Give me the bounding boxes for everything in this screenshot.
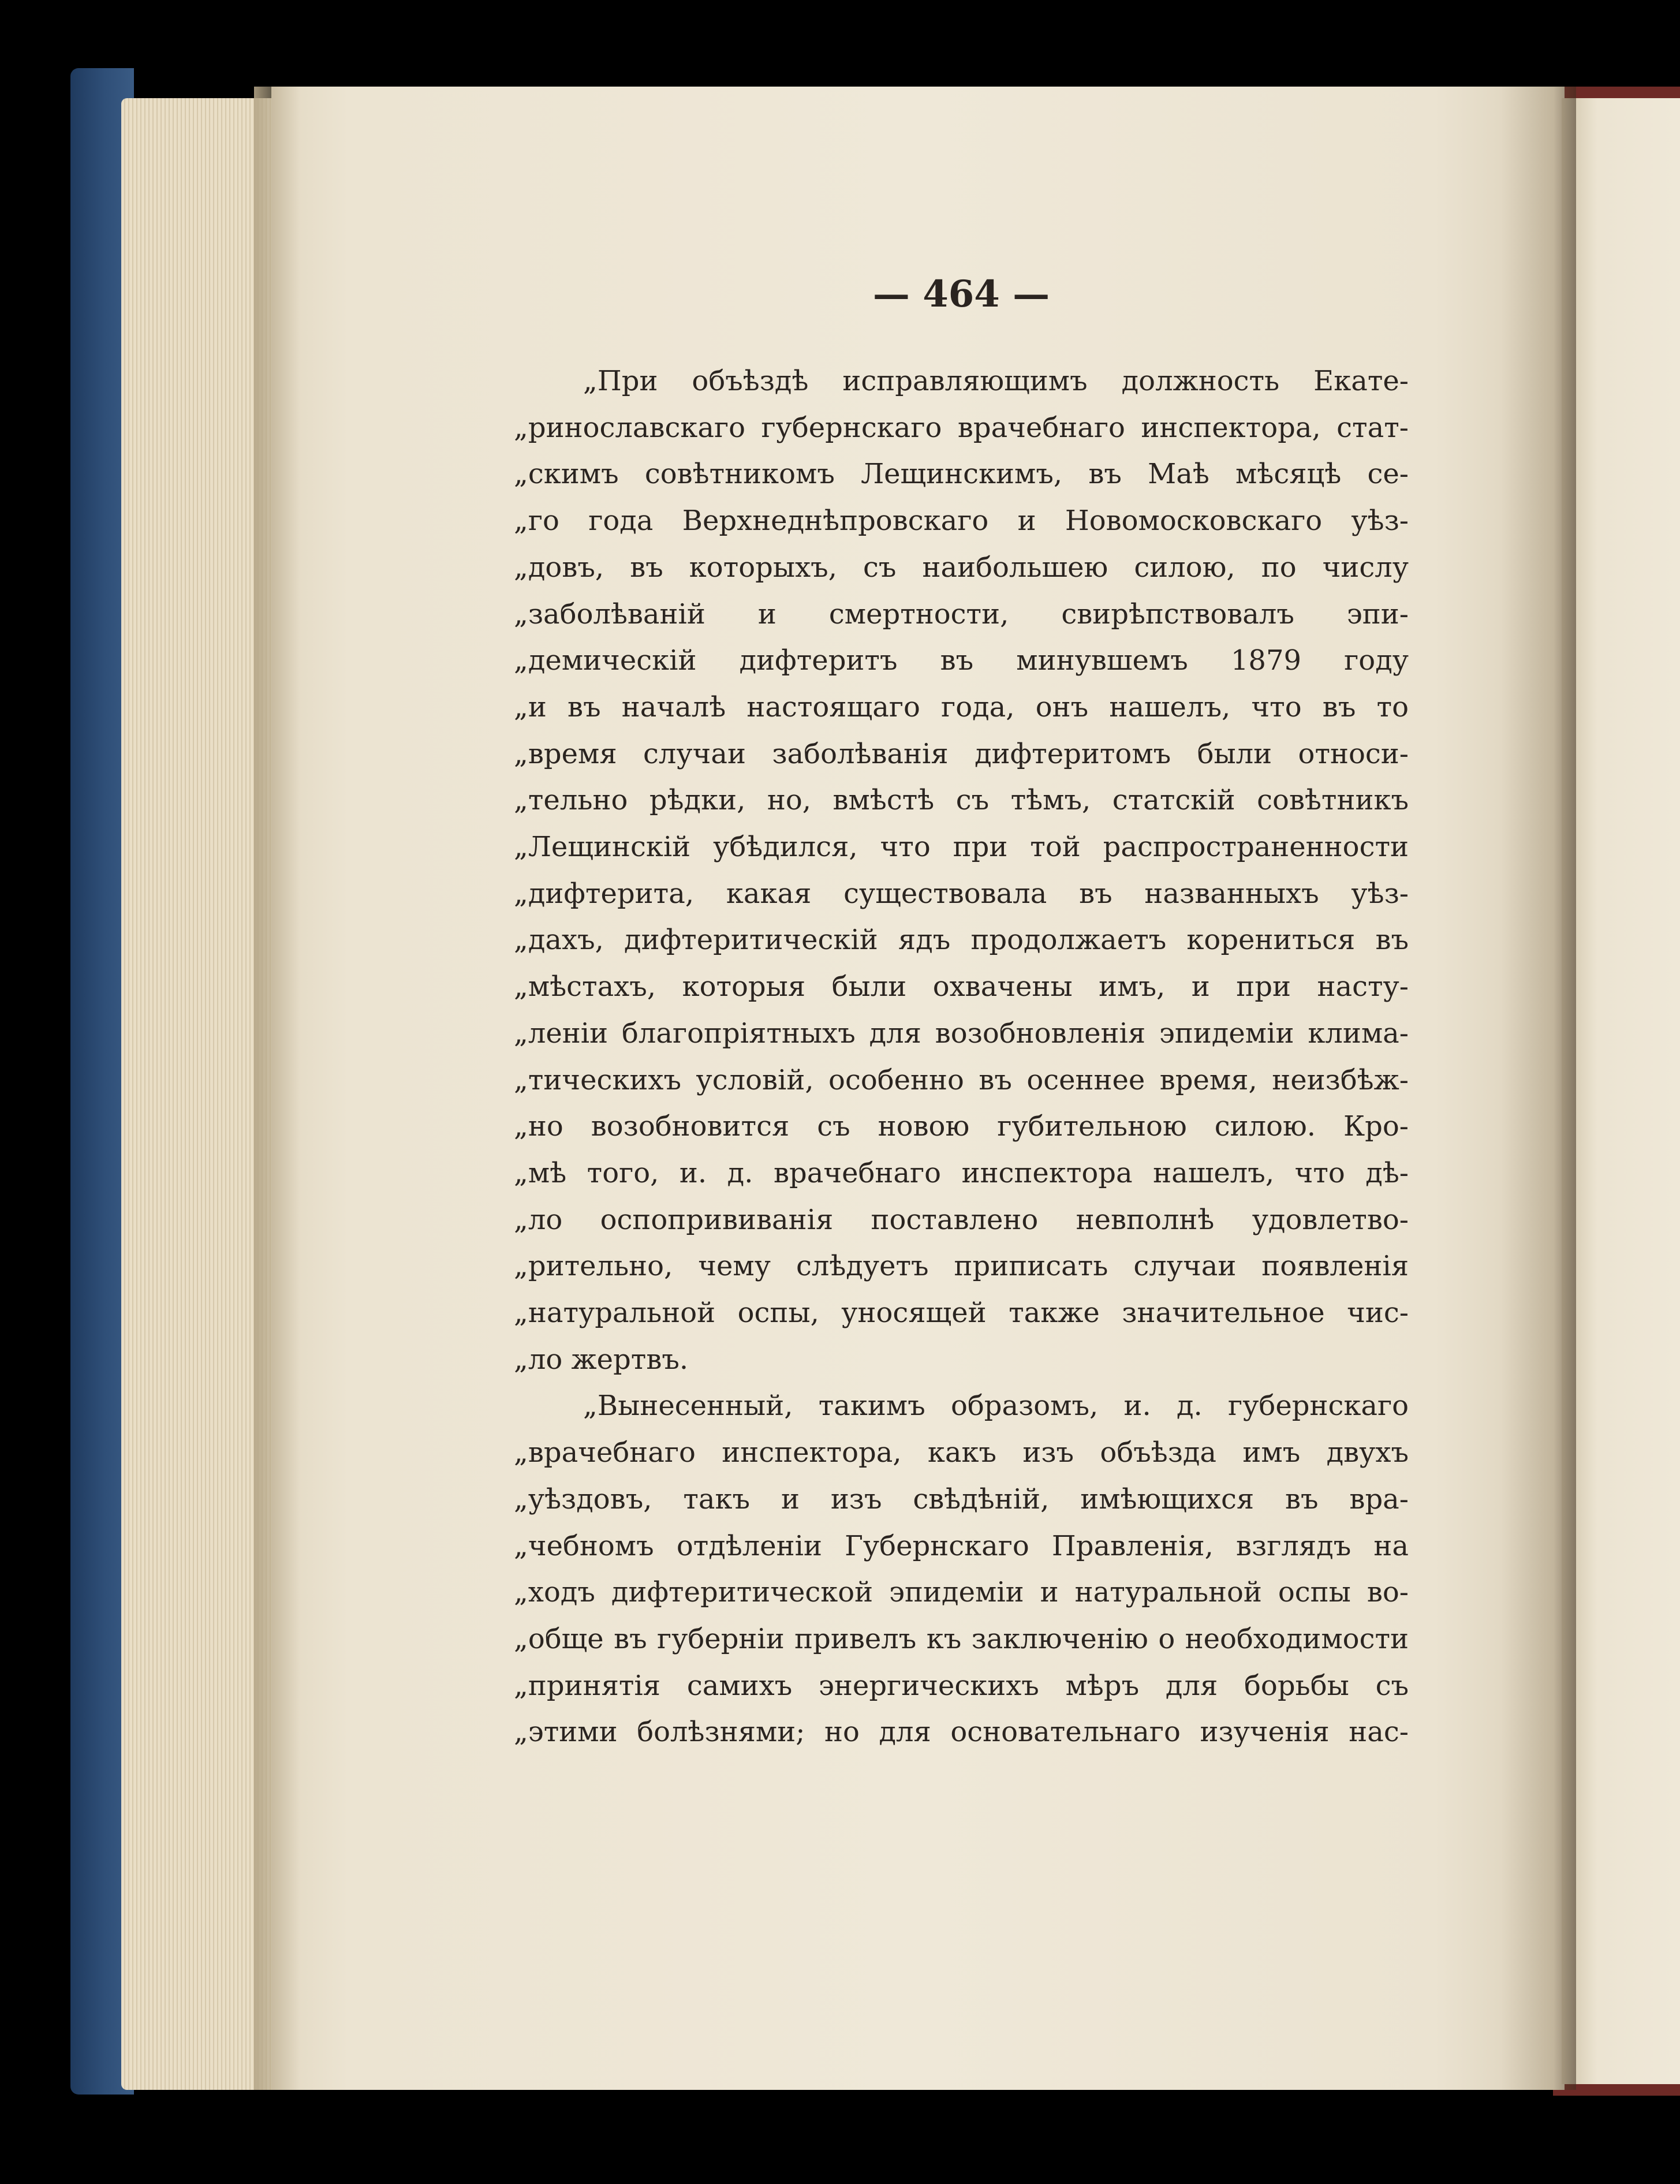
text-line: „и въ началѣ настоящаго года, онъ нашелъ, что въ то: [514, 690, 1409, 723]
text-line: „тическихъ условій, особенно въ осеннее время, неизбѣж-: [514, 1063, 1409, 1096]
text-line: „дахъ, дифтеритическій ядъ продолжаетъ корениться въ: [514, 924, 1409, 957]
text-line: „этими болѣзнями; но для основательнаго изученія нас-: [514, 1716, 1409, 1749]
text-line: „ло жертвъ.: [514, 1343, 689, 1376]
page-edge-shadow: [254, 87, 300, 2090]
text-line: „ринославскаго губернскаго врачебнаго инспектора, стат-: [514, 411, 1409, 444]
text-line: „уѣздовъ, такъ и изъ свѣдѣній, имѣющихся въ вра-: [514, 1483, 1409, 1515]
paragraph-2: [514, 1383, 1409, 1756]
page-block-edges: [121, 98, 271, 2090]
text-line: „мѣстахъ, которыя были охвачены имъ, и при насту-: [514, 970, 1409, 1003]
text-line: „ходъ дифтеритической эпидеміи и натуральной оспы во-: [514, 1576, 1409, 1609]
text-line: „го года Верхнеднѣпровскаго и Новомосковскаго уѣз-: [514, 505, 1409, 537]
text-line: „скимъ совѣтникомъ Лещинскимъ, въ Маѣ мѣсяцѣ се-: [514, 458, 1409, 491]
text-line: „дифтерита, какая существовала въ названныхъ уѣз-: [514, 877, 1409, 910]
text-line: „тельно рѣдки, но, вмѣстѣ съ тѣмъ, статскій совѣтникъ: [514, 784, 1409, 817]
text-line: „время случаи заболѣванія дифтеритомъ были относи-: [514, 737, 1409, 770]
text-line: „принятія самихъ энергическихъ мѣръ для борьбы съ: [514, 1669, 1409, 1702]
text-line: „Лещинскій убѣдился, что при той распространенности: [514, 831, 1409, 864]
text-line: „леніи благопріятныхъ для возобновленія эпидеміи клима-: [514, 1017, 1409, 1050]
text-line: „но возобновится съ новою губительною силою. Кро-: [514, 1110, 1409, 1143]
spine-shadow: [1501, 87, 1576, 2090]
page-number: — 464 —: [872, 272, 1050, 316]
text-line: „обще въ губерніи привелъ къ заключенію о необходимости: [514, 1622, 1409, 1655]
page-text: [514, 271, 1409, 1756]
text-line: „заболѣваній и смертности, свирѣпствовалъ эпи-: [514, 598, 1409, 630]
text-line: „чебномъ отдѣленіи Губернскаго Правленія, взглядъ на: [514, 1529, 1409, 1562]
text-line: „При объѣздѣ исправляющимъ должность Екате-: [583, 365, 1409, 397]
text-line: „Вынесенный, такимъ образомъ, и. д. губернскаго: [583, 1390, 1409, 1423]
text-line: „мѣ того, и. д. врачебнаго инспектора нашелъ, что дѣ-: [514, 1156, 1409, 1189]
text-line: „демическій дифтеритъ въ минувшемъ 1879 году: [514, 644, 1409, 677]
text-line: „довъ, въ которыхъ, съ наибольшею силою, по числу: [514, 551, 1409, 584]
text-line: „ло оспопрививанія поставлено невполнѣ удовлетво-: [514, 1203, 1409, 1236]
text-line: „натуральной оспы, уносящей также значительное чис-: [514, 1297, 1409, 1330]
facing-page: [1562, 98, 1680, 2084]
paragraph-1: [514, 358, 1409, 1383]
text-line: „рительно, чему слѣдуетъ приписать случаи появленія: [514, 1250, 1409, 1283]
text-line: „врачебнаго инспектора, какъ изъ объѣзда имъ двухъ: [514, 1436, 1409, 1469]
